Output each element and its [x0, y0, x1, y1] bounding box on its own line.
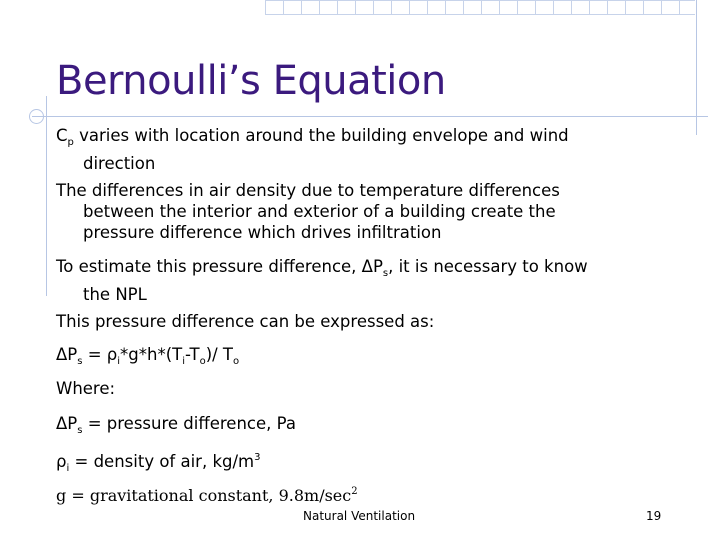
decorative-circle — [29, 109, 44, 124]
cp-symbol: C — [56, 126, 68, 145]
page-number: 19 — [646, 509, 662, 523]
eq-to-sub: o — [199, 356, 206, 367]
eq-part1: = ρ — [82, 345, 118, 364]
cp-paragraph — [56, 125, 569, 174]
decorative-grid — [265, 0, 695, 15]
estimate-text-b: , it is necessary to know — [388, 257, 588, 276]
eq-part2: *g*h*(T — [120, 345, 183, 364]
estimate-subscript: s — [382, 268, 389, 279]
eq-rho-sub: i — [117, 356, 121, 367]
def-rho: ρ — [56, 452, 67, 471]
eq-part4: )/ T — [205, 345, 234, 364]
decorative-line-left — [46, 96, 47, 296]
definition-rho — [56, 447, 260, 479]
eq-part3: -T — [185, 345, 200, 364]
cp-text-line1: varies with location around the building envelope and wind — [73, 126, 569, 145]
density-line2: between the interior and exterior of a building create the — [83, 202, 556, 221]
cp-text-line2: direction — [83, 154, 156, 173]
decorative-line-right — [696, 0, 697, 135]
cp-subscript: p — [67, 137, 74, 148]
slide-title: Bernoulli’s Equation — [56, 58, 446, 104]
definition-delta-p — [56, 413, 296, 441]
def-rho-text: = density of air, kg/m — [69, 452, 255, 471]
definition-g — [56, 481, 358, 506]
def-delta-p: ΔP — [56, 414, 78, 433]
eq-to2-sub: o — [233, 356, 240, 367]
where-label: Where: — [56, 379, 116, 398]
eq-ti-sub: i — [182, 356, 186, 367]
def-delta-p-text: = pressure difference, Pa — [82, 414, 296, 433]
density-line1: The differences in air density due to temperature differences — [56, 181, 560, 200]
footer-label: Natural Ventilation — [303, 509, 416, 523]
eq-delta-p: ΔP — [56, 345, 78, 364]
def-rho-sup: 3 — [254, 452, 261, 463]
def-g-text: g = gravitational constant, 9.8m/sec — [56, 486, 352, 505]
def-g-sup: 2 — [351, 486, 358, 497]
density-line3: pressure difference which drives infiltration — [83, 223, 442, 242]
title-underline — [32, 116, 708, 117]
eq-delta-p-sub: s — [77, 356, 83, 367]
estimate-paragraph — [56, 256, 588, 305]
expressed-text: This pressure difference can be expressed as: — [56, 312, 435, 331]
def-rho-sub: i — [66, 463, 70, 474]
estimate-text-a: To estimate this pressure difference, ΔP — [56, 257, 383, 276]
estimate-line2: the NPL — [83, 285, 147, 304]
def-delta-p-sub: s — [77, 425, 83, 436]
equation — [56, 344, 239, 372]
density-paragraph — [56, 180, 560, 243]
